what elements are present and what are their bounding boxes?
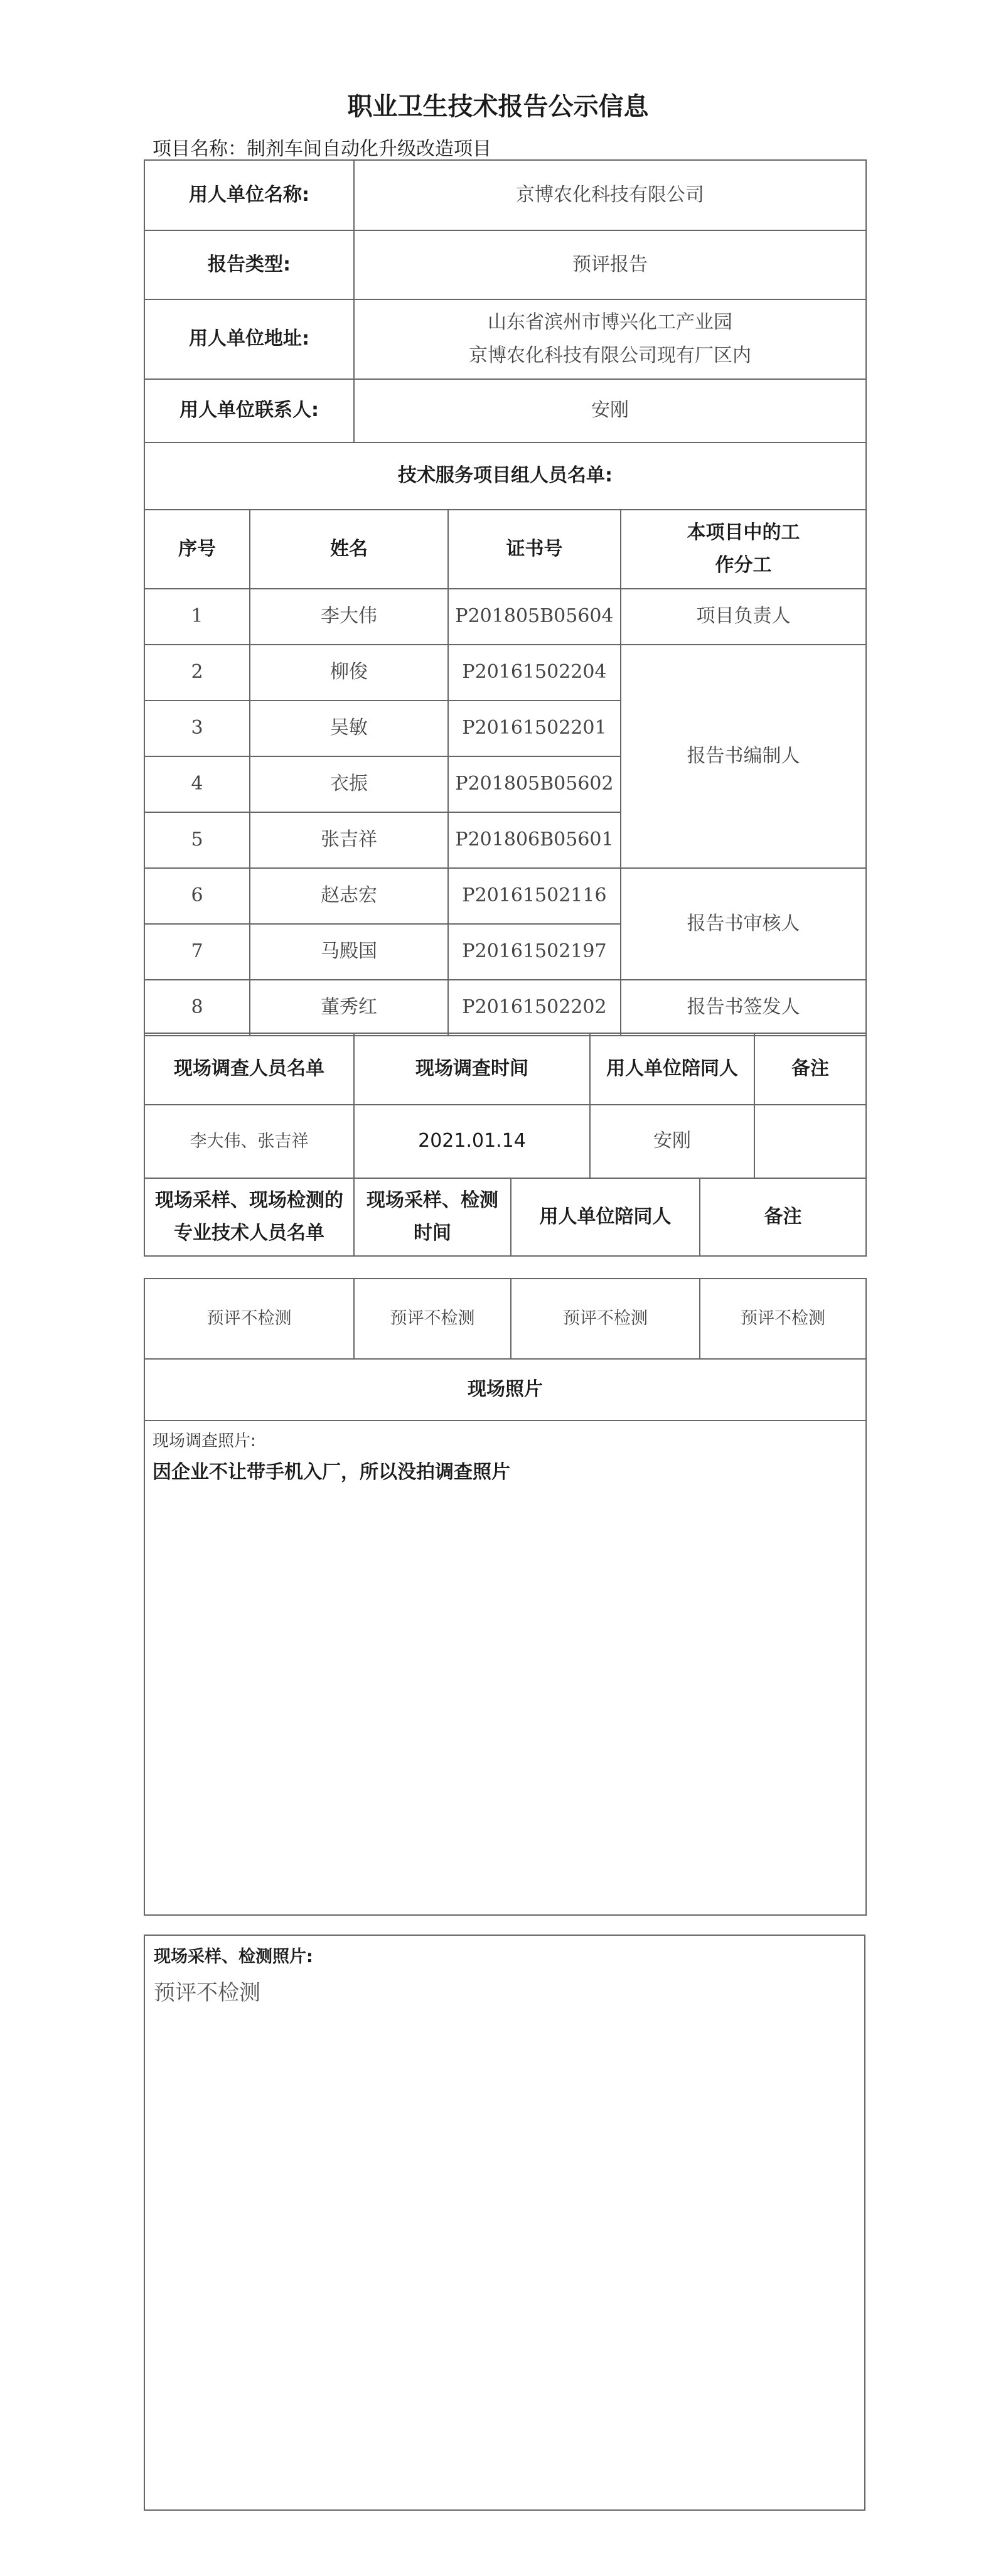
staff-no: 1 xyxy=(144,589,250,645)
staff-header-name: 姓名 xyxy=(250,510,448,589)
contact-label: 用人单位联系人: xyxy=(144,379,354,443)
sampling-value: 预评不检测 xyxy=(354,1279,511,1359)
staff-role: 报告书签发人 xyxy=(621,980,866,1036)
contact-value: 安刚 xyxy=(354,379,866,443)
sampling-photo-box xyxy=(144,1935,865,2511)
staff-no: 2 xyxy=(144,645,250,700)
report-type-label: 报告类型: xyxy=(144,230,354,299)
survey-names: 李大伟、张吉祥 xyxy=(144,1105,354,1178)
info-table xyxy=(144,159,867,1036)
survey-photo-area xyxy=(144,1420,866,1915)
sampling-photo-label: 现场采样、检测照片: xyxy=(154,1947,313,1967)
staff-cert: P201805B05604 xyxy=(448,589,621,645)
staff-header-row xyxy=(144,510,866,589)
sampling-header-note: 备注 xyxy=(700,1178,866,1256)
staff-name: 张吉祥 xyxy=(250,812,448,868)
address-line-2: 京博农化科技有限公司现有厂区内 xyxy=(469,344,751,367)
staff-role: 报告书审核人 xyxy=(621,868,866,980)
sampling-table xyxy=(144,1278,867,1916)
staff-cert: P20161502201 xyxy=(448,700,621,756)
address-row xyxy=(144,299,866,379)
employer-value: 京博农化科技有限公司 xyxy=(354,160,866,230)
staff-header-no: 序号 xyxy=(144,510,250,589)
report-type-row xyxy=(144,230,866,299)
staff-row xyxy=(144,980,866,1036)
sampling-value-row xyxy=(144,1279,866,1359)
survey-photo-label: 现场调查照片: xyxy=(153,1432,256,1451)
staff-cert: P20161502204 xyxy=(448,645,621,700)
project-name: 项目名称：制剂车间自动化升级改造项目 xyxy=(153,138,491,160)
staff-name: 衣振 xyxy=(250,756,448,812)
page-title: 职业卫生技术报告公示信息 xyxy=(347,92,649,121)
staff-name: 李大伟 xyxy=(250,589,448,645)
contact-row xyxy=(144,379,866,443)
survey-header-note: 备注 xyxy=(754,1033,866,1105)
survey-photo-note: 因企业不让带手机入厂，所以没拍调查照片 xyxy=(153,1461,510,1483)
survey-header-names: 现场调查人员名单 xyxy=(144,1033,354,1105)
survey-header-row xyxy=(144,1033,866,1105)
employer-label: 用人单位名称: xyxy=(144,160,354,230)
survey-header-date: 现场调查时间 xyxy=(354,1033,590,1105)
staff-row xyxy=(144,868,866,924)
sampling-value: 预评不检测 xyxy=(511,1279,700,1359)
sampling-header-table xyxy=(144,1178,867,1257)
staff-role: 项目负责人 xyxy=(621,589,866,645)
staff-no: 3 xyxy=(144,700,250,756)
survey-table xyxy=(144,1033,867,1179)
survey-photo-row xyxy=(144,1420,866,1915)
sampling-value: 预评不检测 xyxy=(144,1279,354,1359)
address-value xyxy=(354,299,866,379)
sampling-value: 预评不检测 xyxy=(700,1279,866,1359)
survey-note xyxy=(754,1105,866,1178)
staff-header-cert: 证书号 xyxy=(448,510,621,589)
staff-name: 吴敏 xyxy=(250,700,448,756)
sampling-header-row xyxy=(144,1178,866,1256)
sampling-header-date: 现场采样、检测时间 xyxy=(354,1178,511,1256)
staff-section-title: 技术服务项目组人员名单: xyxy=(144,443,866,510)
staff-no: 4 xyxy=(144,756,250,812)
survey-header-companion: 用人单位陪同人 xyxy=(590,1033,754,1105)
staff-name: 董秀红 xyxy=(250,980,448,1036)
photos-title-row xyxy=(144,1359,866,1420)
survey-date: 2021.01.14 xyxy=(354,1105,590,1178)
staff-name: 柳俊 xyxy=(250,645,448,700)
staff-cert: P20161502197 xyxy=(448,924,621,980)
staff-cert: P20161502116 xyxy=(448,868,621,924)
employer-row xyxy=(144,160,866,230)
staff-cert: P201806B05601 xyxy=(448,812,621,868)
staff-no: 6 xyxy=(144,868,250,924)
staff-role: 报告书编制人 xyxy=(621,645,866,868)
staff-header-role: 本项目中的工作分工 xyxy=(621,510,866,589)
staff-no: 5 xyxy=(144,812,250,868)
staff-no: 7 xyxy=(144,924,250,980)
sampling-header-companion: 用人单位陪同人 xyxy=(511,1178,700,1256)
staff-cert: P20161502202 xyxy=(448,980,621,1036)
report-type-value: 预评报告 xyxy=(354,230,866,299)
sampling-photo-note: 预评不检测 xyxy=(154,1980,260,2006)
staff-name: 赵志宏 xyxy=(250,868,448,924)
photos-title: 现场照片 xyxy=(144,1359,866,1420)
staff-section-row xyxy=(144,443,866,510)
staff-cert: P201805B05602 xyxy=(448,756,621,812)
address-label: 用人单位地址: xyxy=(144,299,354,379)
survey-companion: 安刚 xyxy=(590,1105,754,1178)
survey-value-row xyxy=(144,1105,866,1178)
staff-row xyxy=(144,645,866,700)
sampling-header-names: 现场采样、现场检测的专业技术人员名单 xyxy=(144,1178,354,1256)
address-line-1: 山东省滨州市博兴化工产业园 xyxy=(488,311,732,333)
staff-row xyxy=(144,589,866,645)
staff-name: 马殿国 xyxy=(250,924,448,980)
staff-no: 8 xyxy=(144,980,250,1036)
